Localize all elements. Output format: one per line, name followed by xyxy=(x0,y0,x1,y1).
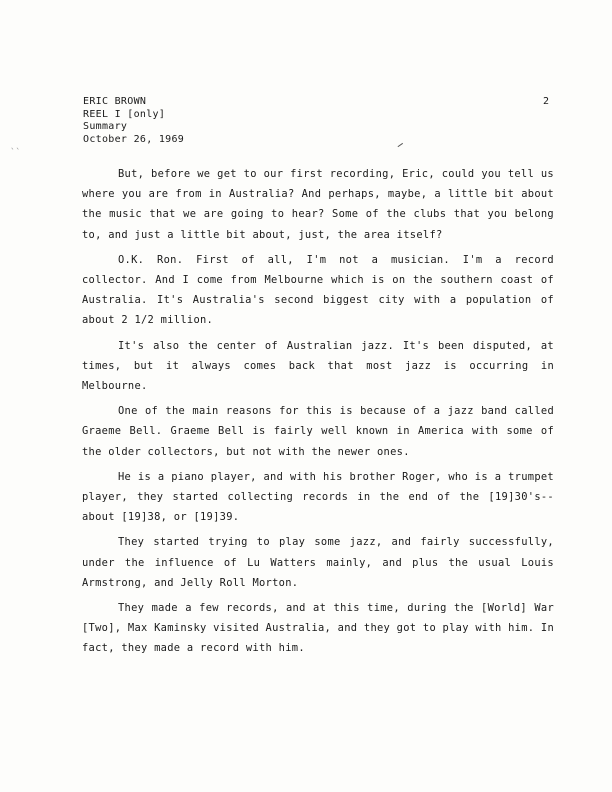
paragraph: They made a few records, and at this time, during the [World] War [Two], Max Kaminsky visited Australia, and they got to play with him. In fact, they made a record with him. xyxy=(82,602,555,655)
interviewee-name: ERIC BROWN xyxy=(83,96,147,107)
paragraph: But, before we get to our first recording, Eric, could you tell us where you are from in Australia? And perhaps, maybe, a little bit about the music that we are going to hear? Some of the clubs that you belong to, and just a little bit about, just, the area itself? xyxy=(82,168,554,241)
paragraph: One of the main reasons for this is because of a jazz band called Graeme Bell. Graeme Bell is fairly well known in America with some of the older collectors, but not with the newer ones. xyxy=(82,405,554,458)
reel-label: REEL I [only] xyxy=(83,108,166,120)
document-header xyxy=(83,96,184,146)
stray-mark: `` xyxy=(10,148,21,158)
paragraph: He is a piano player, and with his brother Roger, who is a trumpet player, they started collecting records in the end of the [19]30's--about [19]38, or [19]39. xyxy=(82,470,554,524)
transcript-body xyxy=(82,164,554,664)
paragraph: It's also the center of Australian jazz. It's been disputed, at times, but it always comes back that most jazz is occurring in Melbourne. xyxy=(82,339,554,393)
interview-date: October 26, 1969 xyxy=(83,133,185,145)
paragraph: O.K. Ron. First of all, I'm not a musician. I'm a record collector. And I come from Melbourne which is on the southern coast of Australia. It's Australia's second biggest city with a population of about 2 1/2 million. xyxy=(82,253,554,327)
paragraph: They started trying to play some jazz, and fairly successfully, under the influence of Lu Watters mainly, and plus the usual Louis Armstrong, and Jelly Roll Morton. xyxy=(82,536,554,589)
document-type: Summary xyxy=(83,121,128,132)
page-number: 2 xyxy=(543,96,550,107)
pen-mark xyxy=(398,143,407,152)
